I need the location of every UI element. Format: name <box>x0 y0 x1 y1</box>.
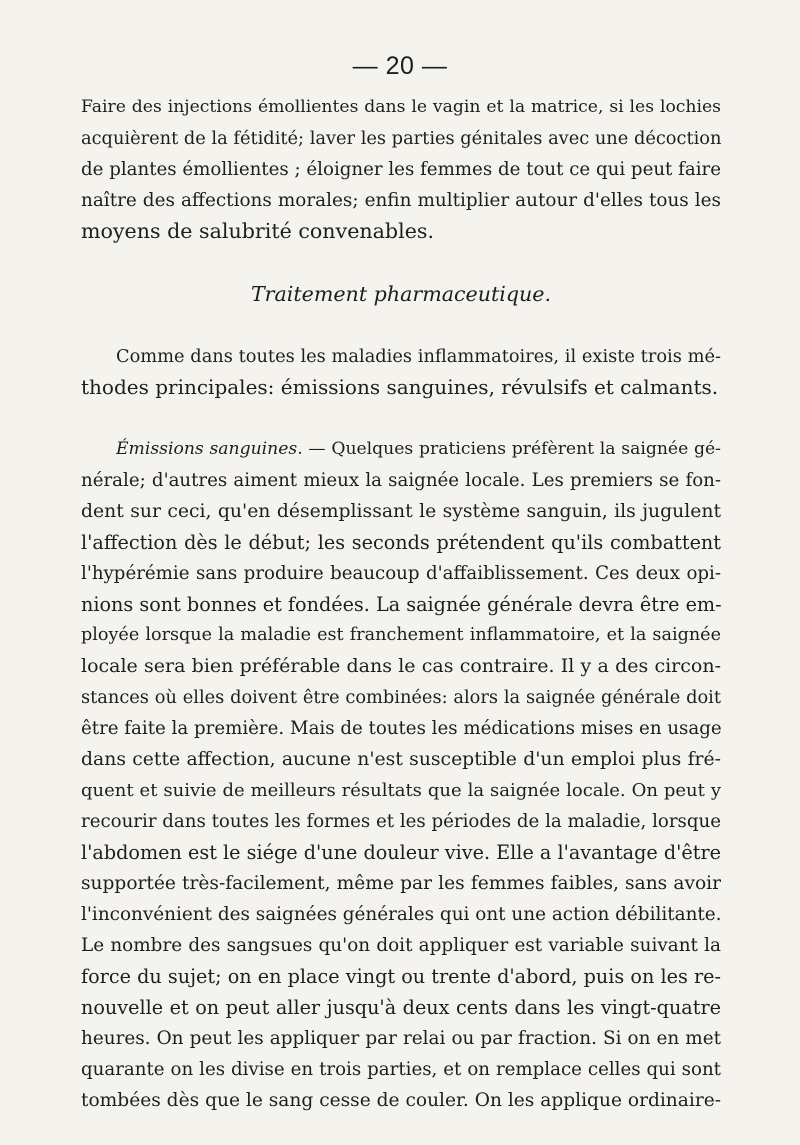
section-title: Traitement pharmaceutique. <box>250 282 552 306</box>
text-line: nions sont bonnes et fondées. La saignée générale devra être em- <box>81 593 722 616</box>
paragraph-lead-rest: — Quelques praticiens préfèrent la saignée gé- <box>302 439 721 459</box>
text-line: recourir dans toutes les formes et les périodes de la maladie, lorsque <box>81 811 721 832</box>
text-line: thodes principales: émissions sanguines, révulsifs et calmants. <box>81 375 719 399</box>
text-line: supportée très-facilement, même par les femmes faibles, sans avoir <box>81 873 721 894</box>
text-line-lead <box>81 434 721 465</box>
text-line: Le nombre des sangsues qu'on doit appliquer est variable suivant la <box>81 935 721 956</box>
paragraph-lead-heading: Émissions sanguines. <box>116 439 303 459</box>
text-line: tombées dès que le sang cesse de couler. On les applique ordinaire- <box>81 1090 721 1111</box>
text-line: ployée lorsque la maladie est franchement inflammatoire, et la saignée <box>81 625 721 645</box>
text-line: force du sujet; on en place vingt ou trente d'abord, puis on les re- <box>81 965 721 988</box>
text-line: locale sera bien préférable dans le cas contraire. Il y a des circon- <box>81 655 721 677</box>
text-line: l'abdomen est le siége d'une douleur vive. Elle a l'avantage d'être <box>81 841 721 864</box>
text-line: nouvelle et on peut aller jusqu'à deux cents dans les vingt-quatre <box>81 996 721 1019</box>
page-number: — 20 — <box>352 52 448 80</box>
text-line: l'affection dès le début; les seconds prétendent qu'ils combattent <box>81 531 721 554</box>
text-line: être faite la première. Mais de toutes les médications mises en usage <box>81 718 722 739</box>
text-line: nérale; d'autres aiment mieux la saignée locale. Les premiers se fon- <box>81 470 721 491</box>
text-line: stances où elles doivent être combinées: alors la saignée générale doit <box>81 687 721 708</box>
paragraph-2 <box>81 341 721 403</box>
text-line: de plantes émollientes ; éloigner les femmes de tout ce qui peut faire <box>81 159 721 180</box>
text-line: quent et suivie de meilleurs résultats que la saignée locale. On peut y <box>81 780 721 801</box>
text-line: Faire des injections émollientes dans le vagin et la matrice, si les lochies <box>81 97 721 117</box>
text-line: moyens de salubrité convenables. <box>81 219 434 243</box>
paragraph-1 <box>81 92 721 247</box>
body-text <box>81 92 721 1116</box>
text-line: quarante on les divise en trois parties, et on remplace celles qui sont <box>81 1059 721 1080</box>
paragraph-gap <box>81 403 721 434</box>
text-line: l'hypérémie sans produire beaucoup d'affaiblissement. Ces deux opi- <box>81 563 721 584</box>
text-line: naître des affections morales; enfin multiplier autour d'elles tous les <box>81 190 721 211</box>
text-line: l'inconvénient des saignées générales qui ont une action débilitante. <box>81 904 722 925</box>
text-line: heures. On peut les appliquer par relai ou par fraction. Si on en met <box>81 1028 721 1049</box>
text-line: Comme dans toutes les maladies inflammatoires, il existe trois mé- <box>116 346 721 367</box>
text-line: dans cette affection, aucune n'est susceptible d'un emploi plus fré- <box>81 749 721 770</box>
text-line: dent sur ceci, qu'en désemplissant le système sanguin, ils jugulent <box>81 501 721 522</box>
text-line: acquièrent de la fétidité; laver les parties génitales avec une décoction <box>81 128 722 149</box>
paragraph-3 <box>81 434 721 1116</box>
